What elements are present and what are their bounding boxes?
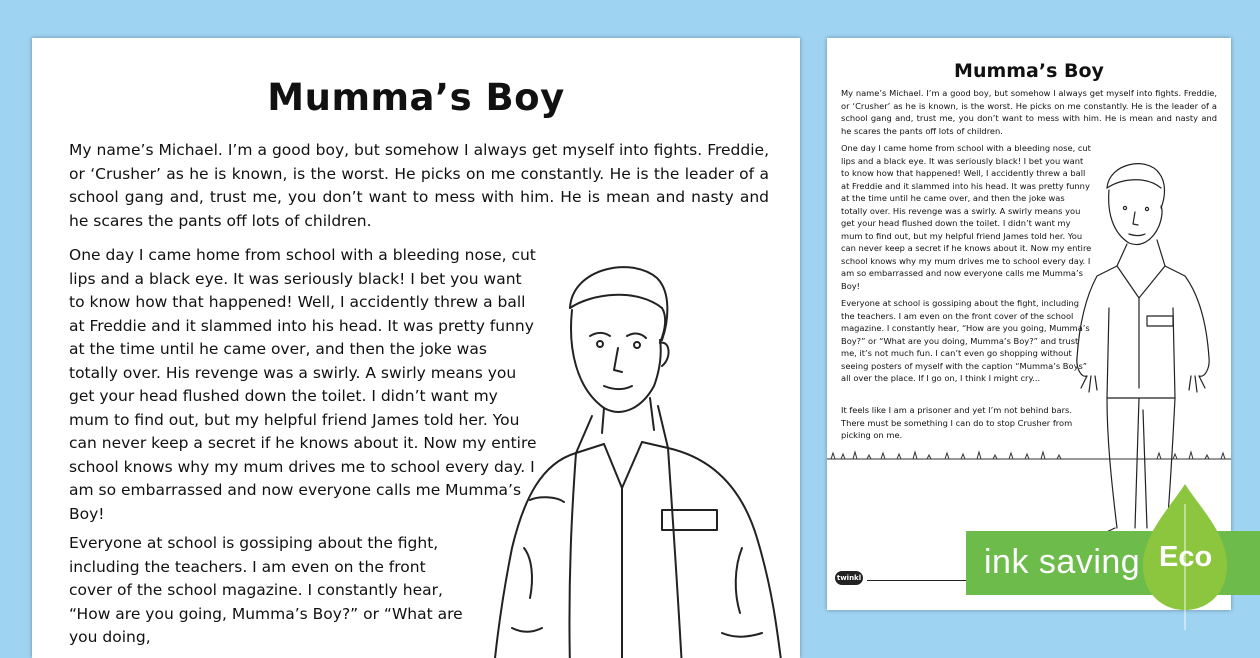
thumbnail-paragraph-3: Everyone at school is gossiping about the fight, including the teachers. I am even on the front cover of the school magazine. I constantly hear, “How are you going, Mumma’s Boy?” or “What are you doing, Mumma’s Boy?” and trust me, it’s not much fun. I can’t even go shopping without seeing posters of myself with the caption “Mumma’s Boys” all over the place. If I go on, I think I might cry... bbox=[841, 298, 1090, 383]
boy-illustration-small bbox=[1067, 148, 1227, 538]
thumbnail-paragraph-2: One day I came home from school with a bleeding nose, cut lips and a black eye. It was seriously black! I bet you want to know how that happened! Well, I accidently threw a ball at Freddie and it slammed into his head. It was pretty funny at the time until he came over, and then the joke was totally over. His revenge was a swirly. A swirly means you get your head flushed down the toilet. I didn’t want my mum to find out, but my helpful friend James told her. You can never keep a secret if he knows about it. Now my entire school knows why my mum drives me to school every day. I am so embarrassed and now everyone calls me Mumma’s Boy! bbox=[841, 143, 1092, 291]
thumbnail-paragraph-4: It feels like I am a prisoner and yet I’m not behind bars. There must be something I can do to stop Crusher from picking on me. bbox=[841, 405, 1073, 440]
ink-saving-label: ink saving bbox=[984, 543, 1141, 581]
story-paragraph-3: Everyone at school is gossiping about the fight, including the teachers. I am even on the front cover of the school magazine. I constantly hear, “How are you going, Mumma’s Boy?” or “What are you doing, bbox=[69, 534, 463, 646]
story-paragraph-2: One day I came home from school with a bleeding nose, cut lips and a black eye. It was seriously black! I bet you want to know how that happened! Well, I accidently threw a ball at Freddie and it slammed into his head. It was pretty funny at the time until he came over, and then the joke was totally over. His revenge was a swirly. A swirly means you get your head flushed down the toilet. I didn’t want my mum to find out, but my helpful friend James told her. You can never keep a secret if he knows about it. Now my entire school knows why my mum drives me to school every day. I am so embarrassed and now everyone calls me Mumma’s Boy! bbox=[69, 246, 537, 523]
eco-label: Eco bbox=[1159, 541, 1213, 573]
boy-illustration bbox=[472, 248, 792, 658]
worksheet-page-main bbox=[32, 38, 800, 658]
thumbnail-title: Mumma’s Boy bbox=[954, 60, 1104, 82]
page-title: Mumma’s Boy bbox=[267, 76, 565, 119]
twinkl-logo: twinkl bbox=[835, 571, 863, 585]
thumbnail-paragraph-1: My name’s Michael. I’m a good boy, but somehow I always get myself into fights. Freddie, or ‘Crusher’ as he is known, is the worst. He picks on me constantly. He is the leader of a school gang and, trust me, you don’t want to mess with him. He is mean and nasty and he scares the pants off lots of children. bbox=[841, 88, 1217, 136]
story-paragraph-1: My name’s Michael. I’m a good boy, but somehow I always get myself into fights. Freddie, or ‘Crusher’ as he is known, is the worst. He picks on me constantly. He is the leader of a school gang and, trust me, you don’t want to mess with him. He is mean and nasty and he scares the pants off lots of children. bbox=[69, 141, 769, 230]
